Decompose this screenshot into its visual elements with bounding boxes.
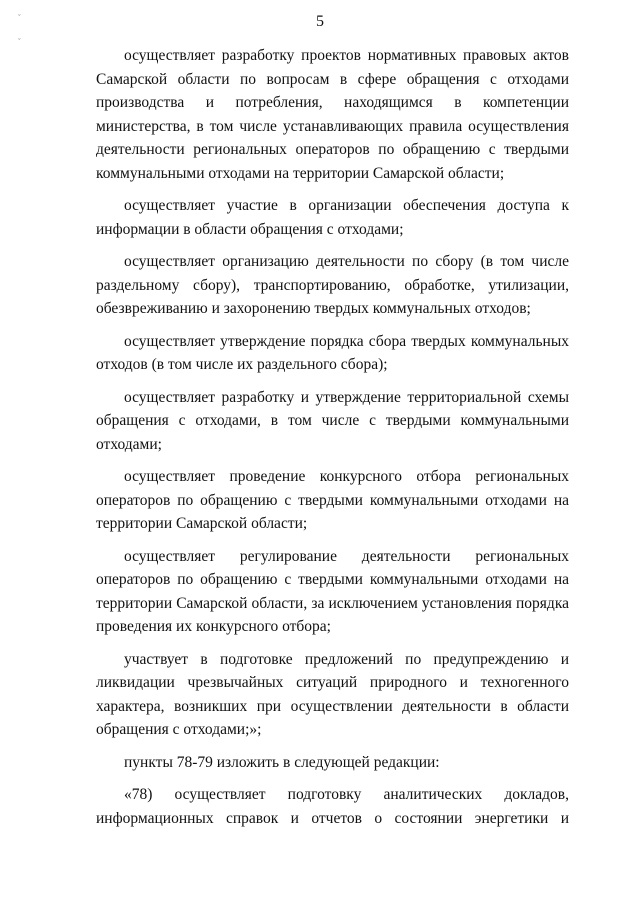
paragraph: осуществляет регулирование деятельности региональных операторов по обращению с твердыми коммунальными отходами на территории Самарской области, за исключением установления порядка проведения их конкурсного отбора;: [96, 547, 569, 635]
paragraph: осуществляет участие в организации обеспечения доступа к информации в области обращения с отходами;: [96, 197, 569, 238]
paragraph: осуществляет утверждение порядка сбора твердых коммунальных отходов (в том числе их раздельного сбора);: [96, 332, 569, 373]
paragraph: осуществляет организацию деятельности по сбору (в том числе раздельному сбору), транспортированию, обработке, утилизации, обезвреживанию и захоронению твердых коммунальных отходов;: [96, 253, 569, 317]
paragraph: осуществляет проведение конкурсного отбора региональных операторов по обращению с твердыми коммунальными отходами на территории Самарской области;: [96, 468, 569, 532]
scan-mark: ˇ: [18, 13, 21, 22]
scan-mark: ˇ: [18, 37, 21, 46]
paragraph: «78) осуществляет подготовку аналитических докладов, информационных справок и отчетов о состоянии энергетики и: [96, 786, 569, 827]
paragraph: осуществляет разработку проектов нормативных правовых актов Самарской области по вопросам в сфере обращения с отходами производства и потребления, находящимся в компетенции министерства, в том числе устанавливающих правила осуществления деятельности региональных операторов по обращению с твердыми коммунальными отходами на территории Самарской области;: [96, 47, 569, 182]
document-body: [96, 44, 569, 839]
page-number: 5: [316, 13, 324, 30]
paragraph: участвует в подготовке предложений по предупреждению и ликвидации чрезвычайных ситуаций природного и техногенного характера, возникших при осуществлении деятельности в области обращения с отходами;»;: [96, 650, 569, 738]
paragraph: осуществляет разработку и утверждение территориальной схемы обращения с отходами, в том числе с твердыми коммунальными отходами;: [96, 388, 569, 453]
paragraph: пункты 78-79 изложить в следующей редакции:: [124, 753, 440, 771]
